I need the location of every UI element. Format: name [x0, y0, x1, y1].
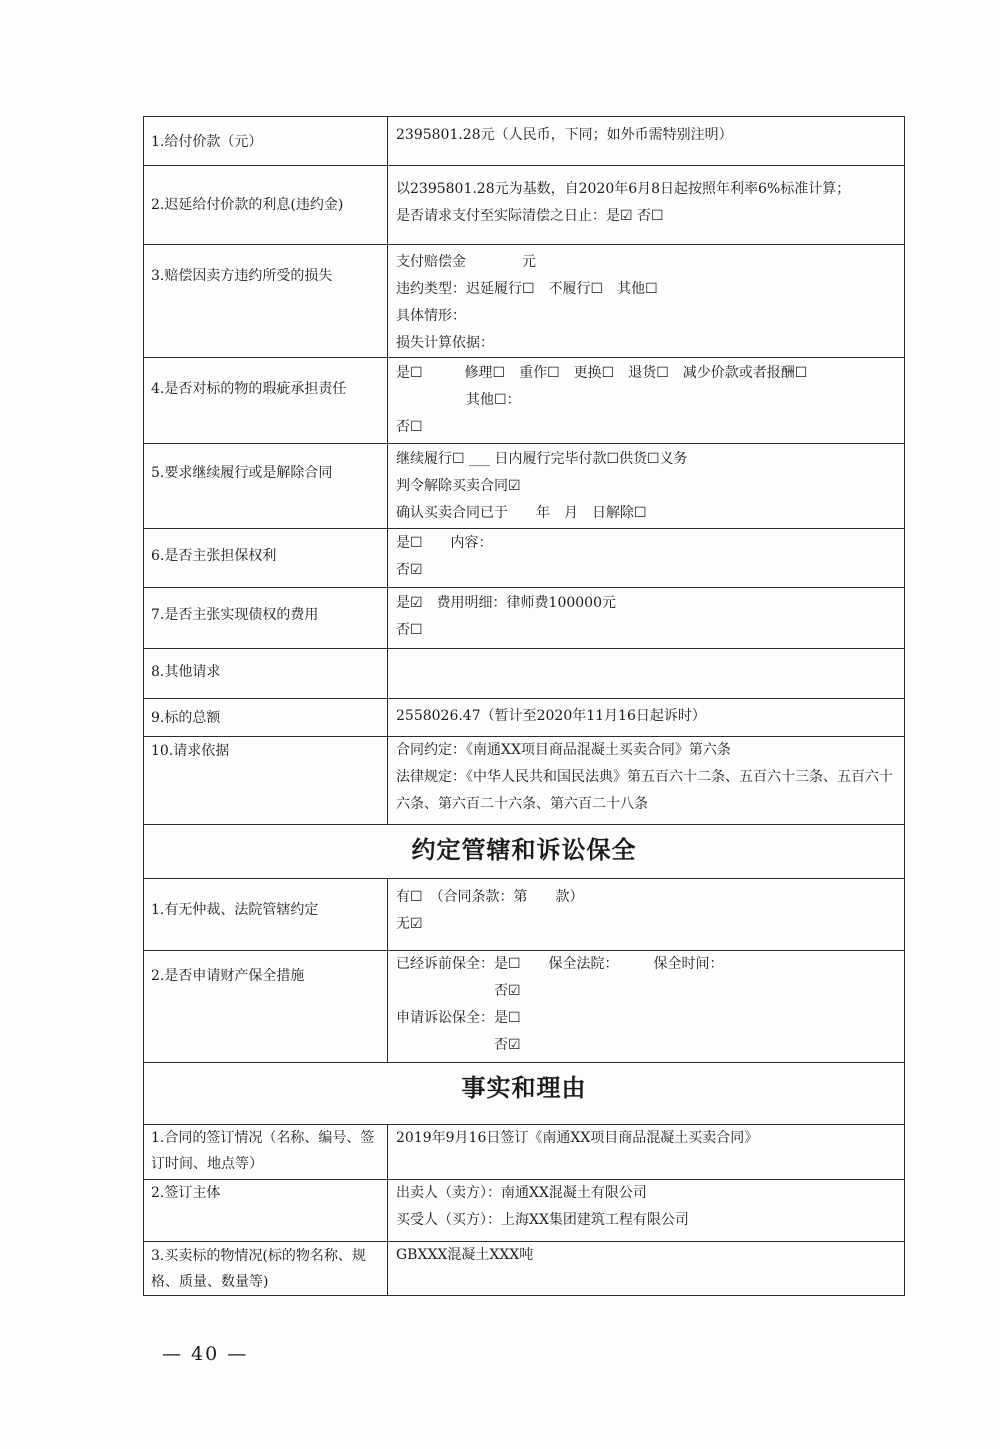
form-table [143, 116, 905, 1296]
page-number: — 40 — [162, 1343, 249, 1365]
row-value [388, 1125, 905, 1180]
table-row [144, 1180, 905, 1242]
value-line: 已经诉前保全：是☐ 保全法院： 保全时间： [396, 956, 724, 972]
section-heading: 约定管辖和诉讼保全 [144, 825, 905, 879]
table-row [144, 699, 905, 737]
value-line: 否☑ [396, 983, 521, 999]
table-row [144, 444, 905, 529]
value-line: 违约类型：迟延履行☐ 不履行☐ 其他☐ [396, 281, 658, 297]
value-line: 2395801.28元（人民币，下同；如外币需特别注明） [396, 127, 733, 143]
value-line: 是☐ 内容： [396, 535, 493, 551]
row-label: 1.给付价款（元） [144, 117, 388, 166]
value-line: 判令解除买卖合同☑ [396, 478, 521, 494]
complaint-form [143, 116, 905, 1296]
value-line: 有☐ （合同条款：第 款） [396, 889, 584, 905]
row-label: 9.标的总额 [144, 699, 388, 737]
value-line: 是☐ 修理☐ 重作☐ 更换☐ 退货☐ 减少价款或者报酬☐ [396, 365, 808, 381]
row-label: 10.请求依据 [144, 737, 388, 825]
row-value [388, 1180, 905, 1242]
row-value [388, 737, 905, 825]
row-label: 8.其他请求 [144, 649, 388, 699]
row-label: 2.签订主体 [144, 1180, 388, 1242]
value-line: 其他☐： [396, 392, 521, 408]
table-row [144, 1125, 905, 1180]
table-row [144, 737, 905, 825]
table-row [144, 166, 905, 245]
row-value [388, 951, 905, 1063]
row-value [388, 879, 905, 951]
table-row [144, 951, 905, 1063]
row-label: 3.赔偿因卖方违约所受的损失 [144, 245, 388, 358]
value-line: 继续履行☐ ___ 日内履行完毕付款☐供货☐义务 [396, 451, 688, 467]
value-line: 申请诉讼保全：是☐ [396, 1010, 521, 1026]
value-line: 具体情形： [396, 308, 466, 324]
table-row [144, 879, 905, 951]
value-line: 无☑ [396, 916, 423, 932]
table-row [144, 245, 905, 358]
table-row [144, 1063, 905, 1125]
value-line: 是否请求支付至实际清偿之日止：是☑ 否☐ [396, 208, 664, 224]
row-value [388, 358, 905, 444]
value-line: 是☑ 费用明细：律师费100000元 [396, 595, 616, 611]
row-value [388, 699, 905, 737]
row-value [388, 166, 905, 245]
value-line: 损失计算依据： [396, 335, 494, 351]
row-value [388, 245, 905, 358]
row-label: 2.迟延给付价款的利息(违约金) [144, 166, 388, 245]
row-label: 5.要求继续履行或是解除合同 [144, 444, 388, 529]
table-row [144, 649, 905, 699]
row-value [388, 529, 905, 588]
value-line: 买受人（买方）：上海XX集团建筑工程有限公司 [396, 1212, 689, 1228]
value-line: 否☐ [396, 622, 423, 638]
table-row [144, 1242, 905, 1296]
row-label: 4.是否对标的物的瑕疵承担责任 [144, 358, 388, 444]
value-line: 否☑ [396, 562, 423, 578]
table-row [144, 825, 905, 879]
table-row [144, 358, 905, 444]
value-line [396, 650, 898, 677]
value-line: 合同约定：《南通XX项目商品混凝土买卖合同》第六条 [396, 742, 731, 758]
row-label: 6.是否主张担保权利 [144, 529, 388, 588]
row-label: 2.是否申请财产保全措施 [144, 951, 388, 1063]
value-line: 2019年9月16日签订《南通XX项目商品混凝土买卖合同》 [396, 1130, 759, 1146]
row-value [388, 649, 905, 699]
row-value [388, 444, 905, 529]
table-row [144, 529, 905, 588]
row-label: 3.买卖标的物情况(标的物名称、规格、质量、数量等) [144, 1242, 388, 1296]
value-line: 2558026.47（暂计至2020年11月16日起诉时） [396, 708, 706, 724]
section-heading: 事实和理由 [144, 1063, 905, 1125]
value-line: 以2395801.28元为基数，自2020年6月8日起按照年利率6%标准计算； [396, 181, 851, 197]
value-line: 否☑ [396, 1037, 521, 1053]
value-line: 否☐ [396, 419, 423, 435]
value-line: 出卖人（卖方）：南通XX混凝土有限公司 [396, 1185, 647, 1201]
row-value [388, 588, 905, 649]
row-value [388, 117, 905, 166]
value-line: 法律规定：《中华人民共和国民法典》第五百六十二条、五百六十三条、五百六十六条、第六百二十六条、第六百二十八条 [396, 769, 893, 812]
value-line: 支付赔偿金 元 [396, 254, 536, 270]
value-line: GBXXX混凝土XXX吨 [396, 1247, 534, 1263]
row-label: 1.合同的签订情况（名称、编号、签订时间、地点等） [144, 1125, 388, 1180]
row-label: 1.有无仲裁、法院管辖约定 [144, 879, 388, 951]
value-line: 确认买卖合同已于 年 月 日解除☐ [396, 505, 647, 521]
table-row [144, 117, 905, 166]
row-label: 7.是否主张实现债权的费用 [144, 588, 388, 649]
row-value [388, 1242, 905, 1296]
table-row [144, 588, 905, 649]
